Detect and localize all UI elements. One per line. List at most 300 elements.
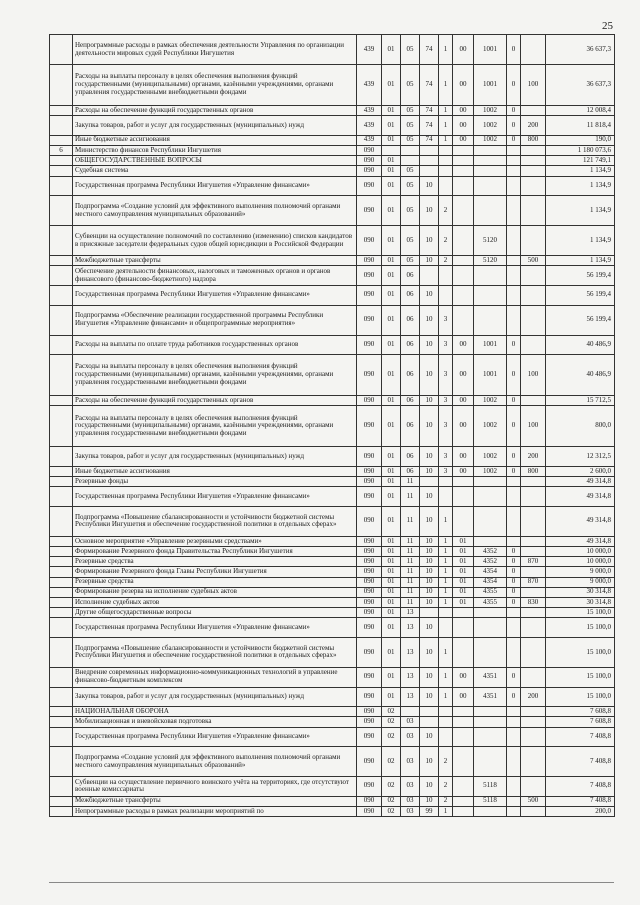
section-code-cell: 01 — [382, 406, 401, 447]
row-name-cell: Формирование Резервного фонда Главы Республики Ингушетия — [73, 567, 357, 577]
row-number-cell — [50, 35, 73, 65]
subsection-code-cell: 05 — [401, 176, 420, 196]
event-code-cell: 00 — [453, 667, 474, 687]
table-row — [50, 777, 615, 797]
direction-code-cell: 4355 — [474, 597, 507, 607]
table-row — [50, 285, 615, 305]
direction-suffix-cell — [507, 166, 521, 176]
direction-code-cell: 1001 — [474, 355, 507, 396]
event-code-cell — [453, 477, 474, 487]
row-number-cell — [50, 777, 73, 797]
subprogram-code-cell: 3 — [439, 335, 453, 355]
event-code-cell — [453, 285, 474, 305]
table-row — [50, 557, 615, 567]
program-code-cell: 10 — [420, 637, 439, 667]
row-name-cell: Подпрограмма «Повышение сбалансированности и устойчивости бюджетной системы Республики Ингушетия и обеспечение государственной политики в отдельных сферах» — [73, 637, 357, 667]
subprogram-code-cell: 2 — [439, 747, 453, 777]
expense-type-code-cell — [521, 305, 546, 335]
event-code-cell: 00 — [453, 106, 474, 116]
amount-cell: 1 180 073,6 — [546, 145, 615, 155]
subprogram-code-cell: 1 — [439, 587, 453, 597]
amount-cell: 49 314,8 — [546, 536, 615, 546]
direction-code-cell: 5120 — [474, 256, 507, 266]
event-code-cell — [453, 608, 474, 618]
expense-type-code-cell — [521, 166, 546, 176]
amount-cell: 1 134,9 — [546, 166, 615, 176]
amount-cell: 11 818,4 — [546, 116, 615, 136]
row-number-cell — [50, 806, 73, 816]
amount-cell: 1 134,9 — [546, 256, 615, 266]
expense-type-code-cell: 500 — [521, 796, 546, 806]
table-row — [50, 106, 615, 116]
table-row — [50, 65, 615, 106]
direction-suffix-cell — [507, 727, 521, 747]
row-number-cell — [50, 166, 73, 176]
amount-cell: 15 100,0 — [546, 667, 615, 687]
expense-type-code-cell: 800 — [521, 466, 546, 476]
row-name-cell: Подпрограмма «Обеспечение реализации государственной программы Республики Ингушетия «Управление финансами» и общепрограммные мероприятия» — [73, 305, 357, 335]
row-number-cell — [50, 256, 73, 266]
amount-cell: 56 199,4 — [546, 285, 615, 305]
event-code-cell — [453, 727, 474, 747]
expense-type-code-cell — [521, 536, 546, 546]
direction-suffix-cell — [507, 226, 521, 256]
direction-suffix-cell — [507, 266, 521, 286]
program-code-cell: 10 — [420, 577, 439, 587]
direction-suffix-cell — [507, 506, 521, 536]
table-row — [50, 176, 615, 196]
row-name-cell: Основное мероприятие «Управление резервными средствами» — [73, 536, 357, 546]
subprogram-code-cell — [439, 145, 453, 155]
row-name-cell: Формирование Резервного фонда Правительства Республики Ингушетия — [73, 547, 357, 557]
row-name-cell: Иные бюджетные ассигнования — [73, 135, 357, 145]
subsection-code-cell: 03 — [401, 717, 420, 727]
direction-suffix-cell: 0 — [507, 65, 521, 106]
table-row — [50, 305, 615, 335]
section-code-cell: 01 — [382, 266, 401, 286]
program-code-cell — [420, 166, 439, 176]
expense-type-code-cell — [521, 176, 546, 196]
amount-cell: 121 749,1 — [546, 156, 615, 166]
subsection-code-cell — [401, 145, 420, 155]
admin-code-cell: 090 — [357, 557, 382, 567]
expense-type-code-cell: 200 — [521, 687, 546, 707]
event-code-cell — [453, 256, 474, 266]
event-code-cell — [453, 145, 474, 155]
direction-code-cell: 4354 — [474, 577, 507, 587]
direction-code-cell — [474, 707, 507, 717]
event-code-cell — [453, 796, 474, 806]
amount-cell: 30 314,8 — [546, 587, 615, 597]
direction-code-cell — [474, 608, 507, 618]
program-code-cell: 10 — [420, 727, 439, 747]
direction-code-cell — [474, 727, 507, 747]
expense-type-code-cell — [521, 226, 546, 256]
direction-code-cell — [474, 166, 507, 176]
program-code-cell: 74 — [420, 65, 439, 106]
amount-cell: 1 134,9 — [546, 176, 615, 196]
expense-type-code-cell — [521, 145, 546, 155]
admin-code-cell: 090 — [357, 406, 382, 447]
program-code-cell: 10 — [420, 335, 439, 355]
admin-code-cell: 090 — [357, 447, 382, 467]
event-code-cell: 01 — [453, 597, 474, 607]
page-bottom-rule — [49, 882, 614, 883]
amount-cell: 7 408,8 — [546, 747, 615, 777]
table-row — [50, 727, 615, 747]
row-name-cell: Подпрограмма «Создание условий для эффективного выполнения полномочий органами местного самоуправления муниципальных образований» — [73, 747, 357, 777]
program-code-cell: 10 — [420, 196, 439, 226]
row-number-cell — [50, 557, 73, 567]
program-code-cell: 74 — [420, 106, 439, 116]
expense-type-code-cell — [521, 806, 546, 816]
direction-code-cell: 4352 — [474, 557, 507, 567]
admin-code-cell: 090 — [357, 637, 382, 667]
program-code-cell: 10 — [420, 536, 439, 546]
table-row — [50, 396, 615, 406]
table-row — [50, 597, 615, 607]
direction-suffix-cell — [507, 256, 521, 266]
subsection-code-cell: 11 — [401, 577, 420, 587]
subprogram-code-cell: 1 — [439, 116, 453, 136]
row-name-cell: Другие общегосударственные вопросы — [73, 608, 357, 618]
expense-type-code-cell — [521, 608, 546, 618]
table-row — [50, 577, 615, 587]
row-number-cell — [50, 707, 73, 717]
table-row — [50, 637, 615, 667]
section-code-cell: 01 — [382, 285, 401, 305]
row-number-cell — [50, 135, 73, 145]
event-code-cell: 00 — [453, 406, 474, 447]
row-number-cell — [50, 727, 73, 747]
subsection-code-cell: 06 — [401, 305, 420, 335]
table-row — [50, 487, 615, 507]
row-name-cell: ОБЩЕГОСУДАРСТВЕННЫЕ ВОПРОСЫ — [73, 156, 357, 166]
table-row — [50, 667, 615, 687]
row-name-cell: Расходы на выплаты по оплате труда работников государственных органов — [73, 335, 357, 355]
amount-cell: 15 712,5 — [546, 396, 615, 406]
expense-type-code-cell: 800 — [521, 135, 546, 145]
event-code-cell: 00 — [453, 687, 474, 707]
expense-type-code-cell: 200 — [521, 116, 546, 136]
expense-type-code-cell — [521, 717, 546, 727]
subsection-code-cell: 11 — [401, 536, 420, 546]
admin-code-cell: 090 — [357, 577, 382, 587]
program-code-cell: 10 — [420, 557, 439, 567]
section-code-cell: 01 — [382, 447, 401, 467]
section-code-cell: 01 — [382, 506, 401, 536]
amount-cell: 40 486,9 — [546, 335, 615, 355]
amount-cell: 7 408,8 — [546, 796, 615, 806]
section-code-cell: 01 — [382, 35, 401, 65]
program-code-cell: 10 — [420, 597, 439, 607]
expense-type-code-cell — [521, 727, 546, 747]
section-code-cell: 01 — [382, 156, 401, 166]
direction-suffix-cell — [507, 305, 521, 335]
program-code-cell: 10 — [420, 587, 439, 597]
amount-cell: 12 008,4 — [546, 106, 615, 116]
event-code-cell — [453, 176, 474, 196]
table-row — [50, 196, 615, 226]
direction-suffix-cell — [507, 196, 521, 226]
section-code-cell: 01 — [382, 487, 401, 507]
section-code-cell: 01 — [382, 557, 401, 567]
table-row — [50, 707, 615, 717]
subprogram-code-cell: 1 — [439, 806, 453, 816]
row-name-cell: Внедрение современных информационно-коммуникационных технологий в управление финансово-бюджетным комплексом — [73, 667, 357, 687]
subsection-code-cell: 06 — [401, 466, 420, 476]
row-name-cell: Резервные средства — [73, 577, 357, 587]
amount-cell: 15 100,0 — [546, 637, 615, 667]
program-code-cell — [420, 156, 439, 166]
expense-type-code-cell — [521, 777, 546, 797]
direction-code-cell: 4351 — [474, 667, 507, 687]
direction-suffix-cell — [507, 806, 521, 816]
row-number-cell — [50, 608, 73, 618]
section-code-cell: 01 — [382, 335, 401, 355]
program-code-cell — [420, 608, 439, 618]
direction-code-cell — [474, 618, 507, 638]
subprogram-code-cell: 1 — [439, 65, 453, 106]
table-row — [50, 135, 615, 145]
amount-cell: 15 100,0 — [546, 608, 615, 618]
expense-type-code-cell — [521, 285, 546, 305]
direction-suffix-cell — [507, 536, 521, 546]
direction-suffix-cell — [507, 285, 521, 305]
subprogram-code-cell: 1 — [439, 637, 453, 667]
section-code-cell: 01 — [382, 608, 401, 618]
subsection-code-cell: 13 — [401, 618, 420, 638]
direction-suffix-cell — [507, 707, 521, 717]
amount-cell: 30 314,8 — [546, 597, 615, 607]
direction-suffix-cell — [507, 176, 521, 196]
table-row — [50, 618, 615, 638]
admin-code-cell: 090 — [357, 266, 382, 286]
expense-type-code-cell — [521, 396, 546, 406]
subsection-code-cell: 03 — [401, 777, 420, 797]
row-number-cell — [50, 796, 73, 806]
row-number-cell — [50, 106, 73, 116]
amount-cell: 9 000,0 — [546, 567, 615, 577]
subsection-code-cell: 13 — [401, 667, 420, 687]
event-code-cell — [453, 487, 474, 507]
expense-type-code-cell — [521, 35, 546, 65]
table-body — [50, 35, 615, 817]
expense-type-code-cell — [521, 106, 546, 116]
table-row — [50, 687, 615, 707]
subprogram-code-cell: 2 — [439, 196, 453, 226]
amount-cell: 190,0 — [546, 135, 615, 145]
expense-type-code-cell — [521, 567, 546, 577]
admin-code-cell: 090 — [357, 777, 382, 797]
program-code-cell: 10 — [420, 487, 439, 507]
row-number-cell — [50, 447, 73, 467]
row-number-cell — [50, 597, 73, 607]
direction-suffix-cell: 0 — [507, 567, 521, 577]
program-code-cell: 10 — [420, 285, 439, 305]
subprogram-code-cell: 1 — [439, 135, 453, 145]
subsection-code-cell: 05 — [401, 116, 420, 136]
row-name-cell: Мобилизационная и вневойсковая подготовка — [73, 717, 357, 727]
row-number-cell — [50, 577, 73, 587]
table-row — [50, 335, 615, 355]
budget-table-container — [49, 34, 614, 817]
admin-code-cell: 439 — [357, 116, 382, 136]
program-code-cell — [420, 707, 439, 717]
admin-code-cell: 090 — [357, 256, 382, 266]
row-number-cell — [50, 116, 73, 136]
event-code-cell: 01 — [453, 547, 474, 557]
program-code-cell: 10 — [420, 256, 439, 266]
row-number-cell — [50, 687, 73, 707]
subprogram-code-cell: 3 — [439, 396, 453, 406]
section-code-cell: 02 — [382, 806, 401, 816]
section-code-cell: 01 — [382, 577, 401, 587]
amount-cell: 15 100,0 — [546, 687, 615, 707]
subprogram-code-cell — [439, 717, 453, 727]
amount-cell: 10 000,0 — [546, 557, 615, 567]
row-name-cell: Формирование резерва на исполнение судебных актов — [73, 587, 357, 597]
table-row — [50, 35, 615, 65]
section-code-cell: 02 — [382, 717, 401, 727]
subsection-code-cell: 11 — [401, 487, 420, 507]
expense-type-code-cell — [521, 266, 546, 286]
expense-type-code-cell: 500 — [521, 256, 546, 266]
section-code-cell: 01 — [382, 305, 401, 335]
program-code-cell: 10 — [420, 777, 439, 797]
admin-code-cell: 090 — [357, 506, 382, 536]
direction-code-cell — [474, 487, 507, 507]
page-number: 25 — [602, 20, 613, 32]
direction-suffix-cell: 0 — [507, 466, 521, 476]
expense-type-code-cell — [521, 547, 546, 557]
event-code-cell — [453, 305, 474, 335]
expense-type-code-cell: 870 — [521, 577, 546, 587]
program-code-cell: 10 — [420, 506, 439, 536]
admin-code-cell: 090 — [357, 145, 382, 155]
table-row — [50, 116, 615, 136]
subprogram-code-cell — [439, 477, 453, 487]
program-code-cell: 10 — [420, 747, 439, 777]
amount-cell: 2 600,0 — [546, 466, 615, 476]
row-name-cell: Государственная программа Республики Ингушетия «Управление финансами» — [73, 618, 357, 638]
direction-suffix-cell: 0 — [507, 106, 521, 116]
table-row — [50, 608, 615, 618]
direction-code-cell: 4352 — [474, 547, 507, 557]
program-code-cell — [420, 477, 439, 487]
row-number-cell — [50, 466, 73, 476]
subsection-code-cell: 06 — [401, 406, 420, 447]
expense-type-code-cell: 100 — [521, 355, 546, 396]
program-code-cell: 10 — [420, 618, 439, 638]
section-code-cell: 01 — [382, 667, 401, 687]
section-code-cell: 01 — [382, 196, 401, 226]
direction-suffix-cell — [507, 717, 521, 727]
subsection-code-cell: 05 — [401, 106, 420, 116]
budget-allocation-table — [49, 34, 615, 817]
direction-suffix-cell — [507, 618, 521, 638]
admin-code-cell: 090 — [357, 717, 382, 727]
row-name-cell: Межбюджетные трансферты — [73, 256, 357, 266]
admin-code-cell: 090 — [357, 477, 382, 487]
subprogram-code-cell: 1 — [439, 35, 453, 65]
subsection-code-cell: 11 — [401, 567, 420, 577]
amount-cell: 36 637,3 — [546, 35, 615, 65]
event-code-cell — [453, 166, 474, 176]
program-code-cell — [420, 145, 439, 155]
row-number-cell — [50, 487, 73, 507]
program-code-cell: 10 — [420, 547, 439, 557]
admin-code-cell: 090 — [357, 487, 382, 507]
direction-code-cell: 1002 — [474, 447, 507, 467]
subsection-code-cell — [401, 707, 420, 717]
section-code-cell: 01 — [382, 547, 401, 557]
event-code-cell: 00 — [453, 135, 474, 145]
section-code-cell: 02 — [382, 747, 401, 777]
row-number-cell — [50, 65, 73, 106]
section-code-cell: 01 — [382, 637, 401, 667]
amount-cell: 12 312,5 — [546, 447, 615, 467]
direction-suffix-cell — [507, 145, 521, 155]
row-name-cell: Министерство финансов Республики Ингушетия — [73, 145, 357, 155]
direction-code-cell — [474, 477, 507, 487]
event-code-cell: 01 — [453, 557, 474, 567]
expense-type-code-cell: 870 — [521, 557, 546, 567]
row-number-cell — [50, 667, 73, 687]
admin-code-cell: 439 — [357, 65, 382, 106]
section-code-cell: 02 — [382, 727, 401, 747]
subprogram-code-cell — [439, 487, 453, 507]
expense-type-code-cell — [521, 747, 546, 777]
row-number-cell — [50, 176, 73, 196]
subsection-code-cell: 11 — [401, 557, 420, 567]
program-code-cell — [420, 266, 439, 286]
direction-code-cell: 4355 — [474, 587, 507, 597]
subprogram-code-cell: 2 — [439, 777, 453, 797]
amount-cell: 49 314,8 — [546, 506, 615, 536]
section-code-cell: 01 — [382, 166, 401, 176]
admin-code-cell: 090 — [357, 796, 382, 806]
section-code-cell: 01 — [382, 135, 401, 145]
direction-suffix-cell — [507, 487, 521, 507]
admin-code-cell: 090 — [357, 355, 382, 396]
row-name-cell: Субвенции на осуществление первичного воинского учёта на территориях, где отсутствуют военные комиссариаты — [73, 777, 357, 797]
subsection-code-cell: 13 — [401, 608, 420, 618]
program-code-cell: 10 — [420, 305, 439, 335]
table-row — [50, 226, 615, 256]
section-code-cell: 01 — [382, 355, 401, 396]
expense-type-code-cell — [521, 618, 546, 638]
direction-suffix-cell — [507, 747, 521, 777]
subsection-code-cell: 13 — [401, 637, 420, 667]
admin-code-cell: 090 — [357, 226, 382, 256]
row-number-cell — [50, 266, 73, 286]
event-code-cell: 00 — [453, 116, 474, 136]
subsection-code-cell: 06 — [401, 335, 420, 355]
row-number-cell — [50, 196, 73, 226]
subprogram-code-cell: 3 — [439, 355, 453, 396]
admin-code-cell: 090 — [357, 466, 382, 476]
subprogram-code-cell — [439, 166, 453, 176]
event-code-cell — [453, 506, 474, 536]
direction-suffix-cell: 0 — [507, 335, 521, 355]
event-code-cell: 00 — [453, 447, 474, 467]
admin-code-cell: 090 — [357, 707, 382, 717]
admin-code-cell: 090 — [357, 747, 382, 777]
admin-code-cell: 090 — [357, 285, 382, 305]
subprogram-code-cell: 1 — [439, 577, 453, 587]
program-code-cell: 99 — [420, 806, 439, 816]
